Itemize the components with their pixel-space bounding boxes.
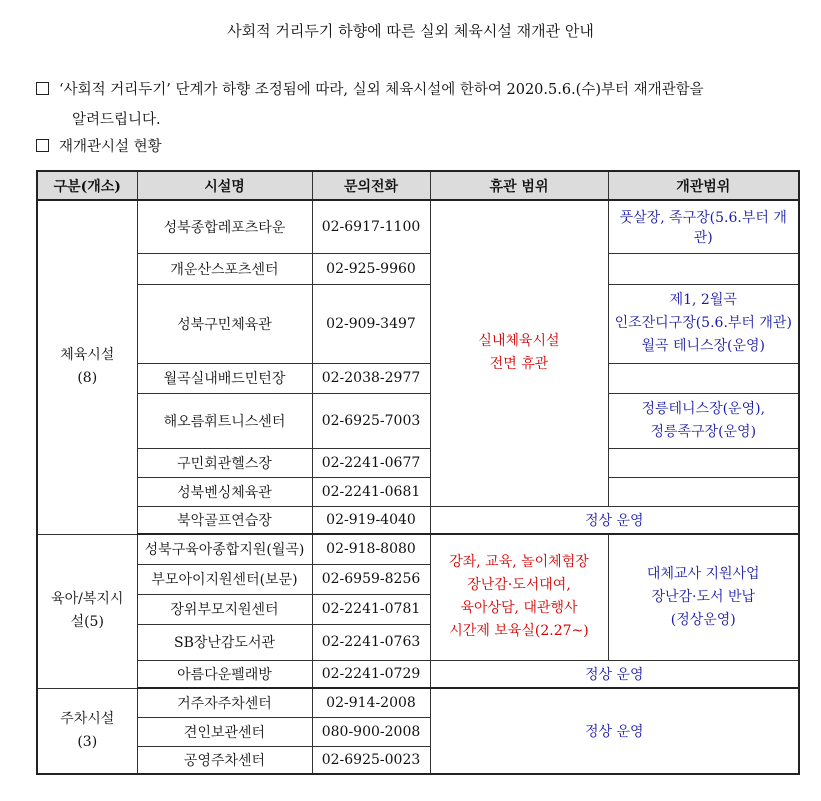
facility-phone: 02-6925-7003 bbox=[312, 393, 430, 448]
open-scope-cell bbox=[608, 253, 799, 284]
facility-phone: 02-2241-0681 bbox=[312, 477, 430, 506]
table-row bbox=[37, 660, 799, 688]
table-row bbox=[37, 534, 799, 564]
open-scope-cell: 대체교사 지원사업 장난감·도서 반납 (정상운영) bbox=[608, 534, 799, 660]
facility-name: 개운산스포츠센터 bbox=[137, 253, 312, 284]
facility-phone: 02-2241-0677 bbox=[312, 448, 430, 477]
open-scope-cell: 정릉테니스장(운영), 정릉족구장(운영) bbox=[608, 393, 799, 448]
category-cell: 체육시설 (8) bbox=[37, 200, 137, 534]
facility-phone: 02-6925-0023 bbox=[312, 746, 430, 774]
facility-name: 구민회관헬스장 bbox=[137, 448, 312, 477]
normal-operation-cell: 정상 운영 bbox=[430, 660, 799, 688]
facility-phone: 02-2241-0729 bbox=[312, 660, 430, 688]
facility-name: SB장난감도서관 bbox=[137, 624, 312, 660]
table-row bbox=[37, 253, 799, 284]
facility-name: 성북벤싱체육관 bbox=[137, 477, 312, 506]
facility-phone: 080-900-2008 bbox=[312, 717, 430, 746]
normal-operation-cell: 정상 운영 bbox=[430, 506, 799, 534]
facility-phone: 02-919-4040 bbox=[312, 506, 430, 534]
table-row bbox=[37, 284, 799, 363]
table-row bbox=[37, 200, 799, 253]
open-scope-cell: 풋살장, 족구장(5.6.부터 개관) bbox=[608, 200, 799, 253]
table-row bbox=[37, 477, 799, 506]
checkbox-bullet-icon bbox=[36, 82, 49, 95]
intro-line-1: ‘사회적 거리두기’ 단계가 하향 조정됨에 따라, 실외 체육시설에 한하여 2020.5.6.(수)부터 재개관함을 bbox=[59, 82, 704, 98]
header-category: 구분(개소) bbox=[37, 171, 137, 200]
facility-status-table bbox=[36, 170, 800, 775]
category-cell: 주차시설 (3) bbox=[37, 688, 137, 774]
table-row bbox=[37, 448, 799, 477]
open-scope-cell bbox=[608, 477, 799, 506]
table-row bbox=[37, 506, 799, 534]
facility-phone: 02-6959-8256 bbox=[312, 564, 430, 594]
section-heading-text: 재개관시설 현황 bbox=[59, 139, 162, 155]
table-row bbox=[37, 393, 799, 448]
facility-name: 장위부모지원센터 bbox=[137, 594, 312, 624]
category-cell: 육아/복지시 설(5) bbox=[37, 534, 137, 688]
facility-name: 성북구육아종합지원(월곡) bbox=[137, 534, 312, 564]
table-row bbox=[37, 688, 799, 717]
open-scope-cell bbox=[608, 448, 799, 477]
section-heading bbox=[36, 137, 162, 157]
facility-name: 부모아이지원센터(보문) bbox=[137, 564, 312, 594]
facility-name: 공영주차센터 bbox=[137, 746, 312, 774]
open-scope-cell: 제1, 2월곡 인조잔디구장(5.6.부터 개관) 월곡 테니스장(운영) bbox=[608, 284, 799, 363]
open-scope-cell bbox=[608, 363, 799, 393]
facility-phone: 02-2038-2977 bbox=[312, 363, 430, 393]
facility-phone: 02-925-9960 bbox=[312, 253, 430, 284]
facility-name: 북악골프연습장 bbox=[137, 506, 312, 534]
intro-paragraph bbox=[36, 80, 796, 100]
header-facility: 시설명 bbox=[137, 171, 312, 200]
table-row bbox=[37, 363, 799, 393]
header-open-scope: 개관범위 bbox=[608, 171, 799, 200]
facility-phone: 02-6917-1100 bbox=[312, 200, 430, 253]
checkbox-bullet-icon bbox=[36, 139, 49, 152]
document-title: 사회적 거리두기 하향에 따른 실외 체육시설 재개관 안내 bbox=[227, 22, 594, 40]
facility-name: 아름다운펠래방 bbox=[137, 660, 312, 688]
table-header-row bbox=[37, 171, 799, 200]
facility-name: 성북종합레포츠타운 bbox=[137, 200, 312, 253]
facility-phone: 02-914-2008 bbox=[312, 688, 430, 717]
facility-phone: 02-918-8080 bbox=[312, 534, 430, 564]
closed-scope-cell: 실내체육시설 전면 휴관 bbox=[430, 200, 608, 506]
closed-scope-cell: 강좌, 교육, 놀이체험장 장난감·도서대여, 육아상담, 대관행사 시간제 보육실(2.27~) bbox=[430, 534, 608, 660]
header-phone: 문의전화 bbox=[312, 171, 430, 200]
header-closed-scope: 휴관 범위 bbox=[430, 171, 608, 200]
intro-line-2: 알려드립니다. bbox=[72, 112, 161, 128]
facility-name: 해오름휘트니스센터 bbox=[137, 393, 312, 448]
facility-phone: 02-2241-0781 bbox=[312, 594, 430, 624]
facility-name: 월곡실내배드민턴장 bbox=[137, 363, 312, 393]
facility-name: 성북구민체육관 bbox=[137, 284, 312, 363]
normal-operation-cell: 정상 운영 bbox=[430, 688, 799, 774]
facility-phone: 02-2241-0763 bbox=[312, 624, 430, 660]
facility-name: 거주자주차센터 bbox=[137, 688, 312, 717]
facility-name: 견인보관센터 bbox=[137, 717, 312, 746]
facility-phone: 02-909-3497 bbox=[312, 284, 430, 363]
